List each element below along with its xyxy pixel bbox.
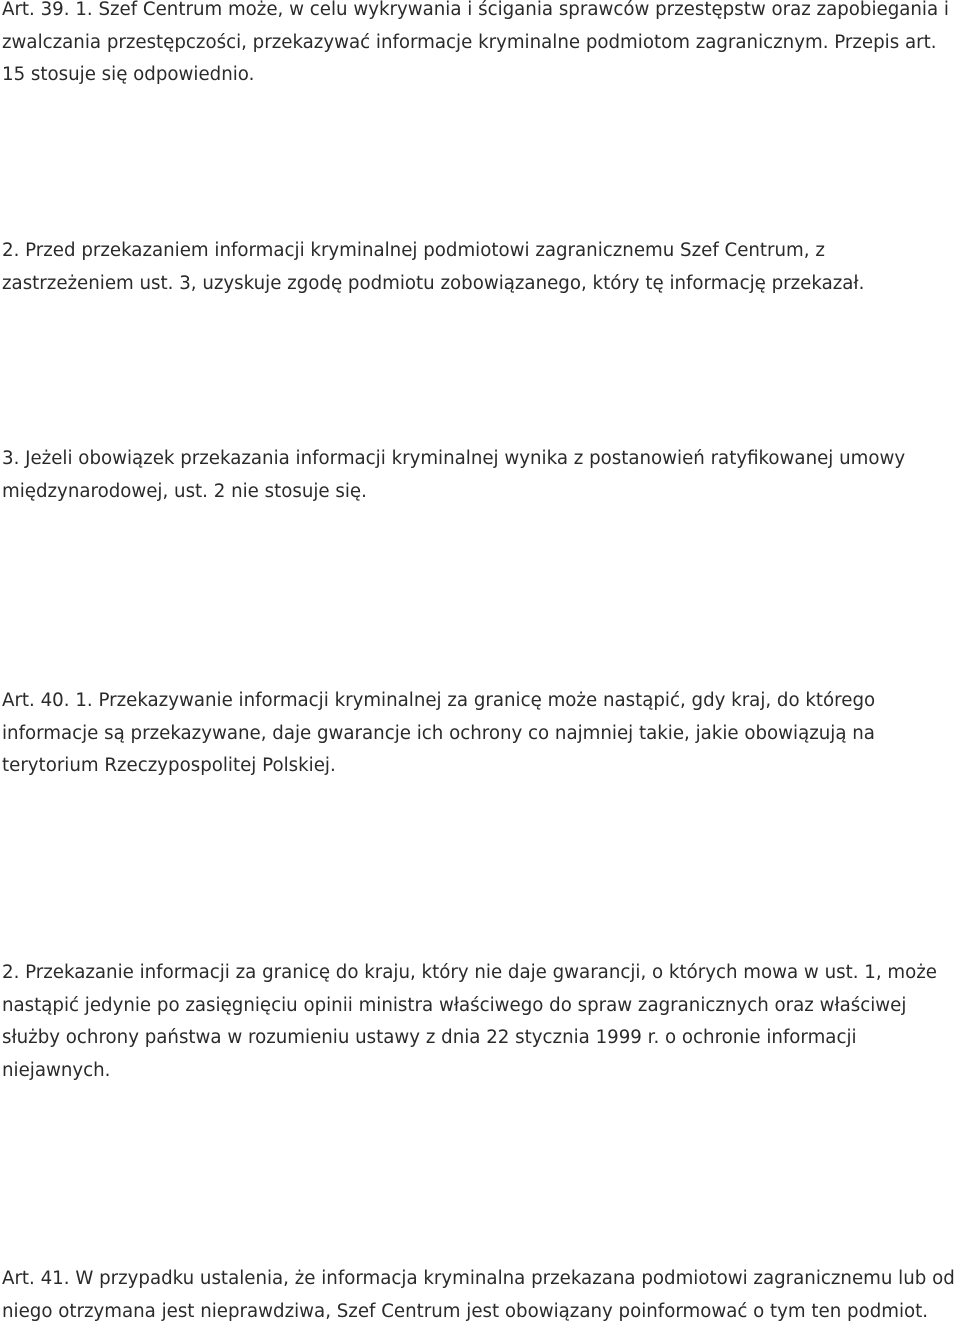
text-line: 2. Przed przekazaniem informacji kryminalnej podmiotowi zagranicznemu Szef Centrum, z: [2, 235, 960, 268]
text-line: 3. Jeżeli obowiązek przekazania informacji kryminalnej wynika z postanowień ratyfikowanej umowy: [2, 443, 960, 476]
paragraph-art-40-ust-2: [2, 957, 960, 1087]
text-line: informacje są przekazywane, daje gwarancje ich ochrony co najmniej takie, jakie obowiązują na: [2, 718, 960, 751]
text-line: nastąpić jedynie po zasięgnięciu opinii ministra właściwego do spraw zagranicznych oraz właściwej: [2, 990, 960, 1023]
paragraph-art-39-ust-1: [2, 0, 960, 92]
text-line: międzynarodowej, ust. 2 nie stosuje się.: [2, 476, 960, 509]
text-line: Art. 39. 1. Szef Centrum może, w celu wykrywania i ścigania sprawców przestępstw oraz zapobiegania i: [2, 0, 960, 27]
paragraph-art-41: [2, 1263, 960, 1328]
text-line: Art. 40. 1. Przekazywanie informacji kryminalnej za granicę może nastąpić, gdy kraj, do którego: [2, 685, 960, 718]
text-line: zastrzeżeniem ust. 3, uzyskuje zgodę podmiotu zobowiązanego, który tę informację przekazał.: [2, 268, 960, 301]
text-line: 15 stosuje się odpowiednio.: [2, 59, 960, 92]
text-line: zwalczania przestępczości, przekazywać informacje kryminalne podmiotom zagranicznym. Przepis art.: [2, 27, 960, 60]
text-line: służby ochrony państwa w rozumieniu ustawy z dnia 22 stycznia 1999 r. o ochronie informacji: [2, 1022, 960, 1055]
text-line: niejawnych.: [2, 1055, 960, 1088]
text-line: Art. 41. W przypadku ustalenia, że informacja kryminalna przekazana podmiotowi zagranicznemu lub od: [2, 1263, 960, 1296]
text-line: terytorium Rzeczypospolitej Polskiej.: [2, 750, 960, 783]
paragraph-art-39-ust-3: [2, 443, 960, 508]
text-line: niego otrzymana jest nieprawdziwa, Szef Centrum jest obowiązany poinformować o tym ten podmiot.: [2, 1296, 960, 1328]
paragraph-art-40-ust-1: [2, 685, 960, 783]
paragraph-art-39-ust-2: [2, 235, 960, 300]
text-line: 2. Przekazanie informacji za granicę do kraju, który nie daje gwarancji, o których mowa w ust. 1, może: [2, 957, 960, 990]
